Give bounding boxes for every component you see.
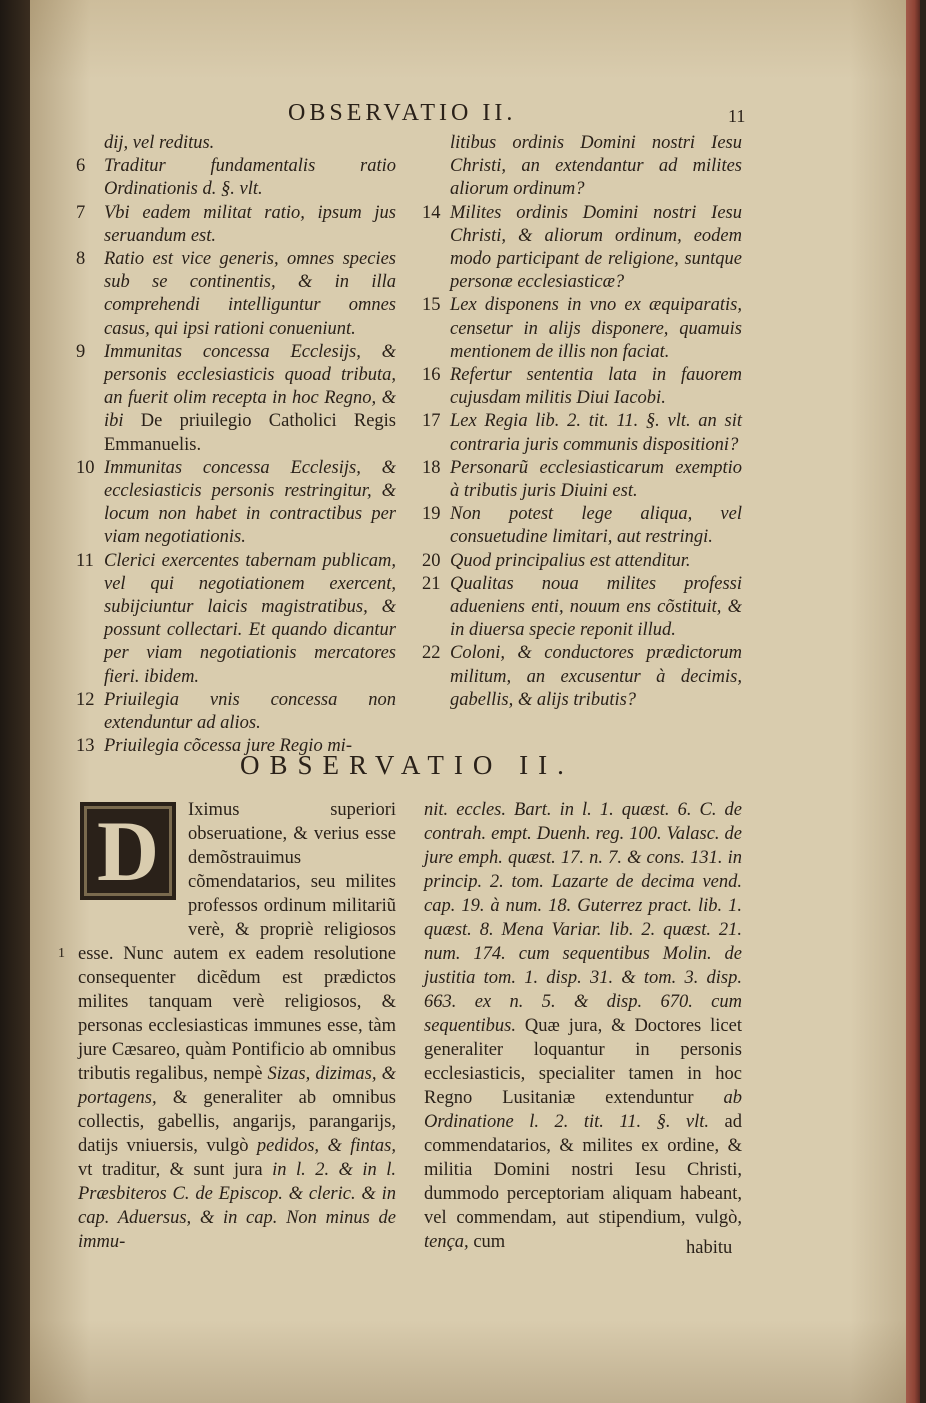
summary-item-text	[104, 457, 396, 550]
summary-item-number: 6	[76, 156, 86, 177]
summary-item	[422, 573, 742, 643]
body-column-right	[424, 798, 742, 1254]
section-title: OBSERVATIO II.	[240, 750, 574, 780]
body-text: & generaliter ab omnibus collectis, gabellis, angarijs, parangarijs, datijs vniuersis, vulgò	[78, 1088, 397, 1156]
body-citation: Sizas, dizimas, & portagens,	[78, 1064, 397, 1108]
summary-item-number: 10	[76, 457, 95, 478]
summary-item-italic: Non potest lege aliqua, vel consuetudine limitari, aut restringi.	[450, 504, 742, 548]
body-text: Iximus superiori obseruatione, & verius esse demõstrauimus cõmendatarios, seu milites professos ordinum militariũ verè, & propriè religiosos esse. Nunc autem ex eadem resolutione consequenter dicẽdum est prædictos milites tanquam verè religiosos, & personas ecclesiasticas immunes esse, tàm jure Cæsareo, quàm Pontificio ab omnibus tributis regalibus, nempè	[78, 800, 396, 1084]
summary-item-italic: Quod principalius est attenditur.	[450, 550, 691, 571]
summary-item-italic: Coloni, & conductores prædictorum militum, an excusentur à decimis, gabellis, & alijs tributis?	[450, 643, 742, 710]
page-number: 11	[728, 106, 746, 126]
summary-item	[76, 550, 396, 689]
summary-item-number: 18	[422, 457, 441, 478]
summary-item-italic: Milites ordinis Domini nostri Iesu Christi, & aliorum ordinum, eodem modo participant de religione, suntque personæ ecclesiasticæ?	[450, 202, 742, 293]
summary-item-text	[450, 503, 742, 549]
body-text: cum	[473, 1232, 506, 1252]
summary-item-number: 17	[422, 411, 441, 432]
catchword: habitu	[686, 1238, 733, 1258]
summary-item	[422, 503, 742, 549]
summary-item-text	[450, 294, 742, 364]
summary-item-text	[104, 132, 396, 155]
book-gutter	[0, 0, 30, 1403]
summary-item-italic: Immunitas concessa Ecclesijs, & ecclesiasticis personis restringitur, & locum non habet in contractibus per viam negotiationis.	[104, 457, 396, 548]
summary-item-number: 13	[76, 736, 95, 757]
summary-item-italic: Traditur fundamentalis ratio Ordinationis d. §. vlt.	[104, 156, 396, 200]
summary-item-text	[104, 155, 396, 201]
summary-item-italic: Ratio est vice generis, omnes species sub se continentis, & in illa comprehendi intelliguntur omnes casus, qui ipsi rationi conueniunt.	[104, 249, 396, 339]
body-citation: tença,	[424, 1232, 469, 1252]
summary-item-italic: Immunitas concessa Ecclesijs, & personis ecclesiasticis quoad tributa, an fuerit olim recepta in hoc Regno, & ibi	[104, 341, 396, 432]
summary-item-italic: Lex disponens in vno ex æquiparatis, censetur in alijs disponere, quamuis mentionem de illis non faciat.	[450, 295, 742, 362]
summary-item-italic: Personarũ ecclesiasticarum exemptio à tributis juris Diuini est.	[450, 457, 742, 502]
summary-item-text	[104, 341, 396, 457]
summary-item-number: 16	[422, 365, 441, 386]
summary-item-number: 21	[422, 573, 441, 594]
summary-item	[422, 202, 742, 295]
summary-item	[76, 341, 396, 457]
summary-item	[76, 457, 396, 550]
summary-item	[422, 132, 742, 202]
summary-column-left	[76, 132, 396, 758]
summary-item-number: 7	[76, 202, 86, 223]
summary-item-text	[450, 550, 742, 573]
body-citation: ab Ordinatione l. 2. tit. 11. §. vlt.	[424, 1088, 742, 1132]
summary-item-text	[104, 202, 396, 248]
summary-item	[422, 294, 742, 364]
summary-item-text	[450, 573, 742, 643]
summary-item	[422, 457, 742, 503]
summary-item-text	[104, 248, 396, 341]
summary-item	[76, 248, 396, 341]
summary-item-italic: Lex Regia lib. 2. tit. 11. §. vlt. an sit contraria juris communis dispositioni?	[450, 411, 742, 455]
summary-column-right	[422, 132, 742, 712]
body-citation: pedidos, & fintas,	[256, 1136, 396, 1156]
summary-item	[422, 364, 742, 410]
summary-item-italic: Clerici exercentes tabernam publicam, vel qui negotiationem exercent, subijciuntur laicis magistratibus, & possunt collectari. Et quando dicantur per viam negotiationis mercatores fieri. ibidem.	[104, 550, 396, 687]
summary-item-italic: dij, vel reditus.	[104, 133, 215, 153]
summary-item-number: 19	[422, 504, 441, 525]
page-edge-red	[906, 0, 920, 1403]
summary-item-italic: Priuilegia vnis concessa non extenduntur ad alios.	[104, 689, 396, 734]
summary-item-text	[450, 410, 742, 456]
body-citation: in l. 2. & in l. Præsbiteros C. de Episcop. & cleric. & in cap. Aduersus, & in cap. Non minus de immu-	[78, 1160, 397, 1252]
running-title: OBSERVATIO II.	[288, 100, 517, 126]
summary-item	[422, 410, 742, 456]
summary-item	[76, 132, 396, 155]
summary-item-italic: Refertur sententia lata in fauorem cujusdam militis Diui Iacobi.	[450, 365, 742, 409]
body-text: vt traditur, & sunt jura	[78, 1160, 263, 1180]
summary-item-italic: Vbi eadem militat ratio, ipsum jus seruandum est.	[104, 202, 396, 246]
summary-item-text	[104, 689, 396, 735]
summary-item	[76, 155, 396, 201]
summary-item-italic: litibus ordinis Domini nostri Iesu Christi, an extendantur ad milites aliorum ordinum?	[450, 133, 742, 200]
summary-item	[76, 202, 396, 248]
summary-item-number: 14	[422, 202, 441, 223]
summary-item-text	[104, 550, 396, 689]
summary-item	[422, 550, 742, 573]
summary-item-number: 9	[76, 341, 86, 362]
summary-item-number: 15	[422, 295, 441, 316]
summary-item-upright: De priuilegio Catholici Regis Emmanuelis.	[104, 411, 396, 455]
summary-item-number: 8	[76, 249, 86, 270]
summary-item-italic: Qualitas noua milites professi adueniens enti, nouum ens cõstituit, & in diuersa specie reponit illud.	[450, 573, 742, 641]
summary-item-number: 22	[422, 643, 441, 664]
summary-item	[422, 642, 742, 712]
body-citation: nit. eccles. Bart. in l. 1. quæst. 6. C. de contrah. empt. Duenh. reg. 100. Valasc. de jure emph. quæst. 17. n. 7. & cons. 131. in princip. 2. tom. Lazarte de decima vend. cap. 19. à num. 18. Guterrez pract. lib. 1. quæst. 8. Mena Variar. lib. 2. quæst. 21. num. 174. cum sequentibus Molin. de justitia tom. 1. disp. 31. & tom. 3. disp. 663. ex n. 5. & disp. 670. cum sequentibus.	[424, 800, 742, 1036]
body-text: ad commendatarios, & milites ex ordine, & militia Domini nostri Iesu Christi, dummodo perceptoriam aliquam habeant, vel commendam, aut stipendium, vulgò,	[424, 1112, 743, 1228]
summary-item-number: 20	[422, 550, 441, 571]
summary-item-italic: Priuilegia cõcessa jure Regio mi-	[104, 736, 352, 757]
summary-item-text	[450, 457, 742, 503]
summary-item-text	[450, 364, 742, 410]
drop-cap-initial: D	[80, 802, 176, 900]
margin-note: 1	[58, 946, 65, 961]
summary-item-text	[450, 642, 742, 712]
body-text: Quæ jura, & Doctores licet generaliter loquantur in personis ecclesiasticis, specialiter tamen in hoc Regno Lusitaniæ extenduntur	[424, 1016, 742, 1108]
summary-item-number: 11	[76, 550, 94, 571]
summary-item-text	[450, 202, 742, 295]
summary-item	[76, 689, 396, 735]
summary-item-text	[450, 132, 742, 202]
summary-item-number: 12	[76, 689, 95, 710]
